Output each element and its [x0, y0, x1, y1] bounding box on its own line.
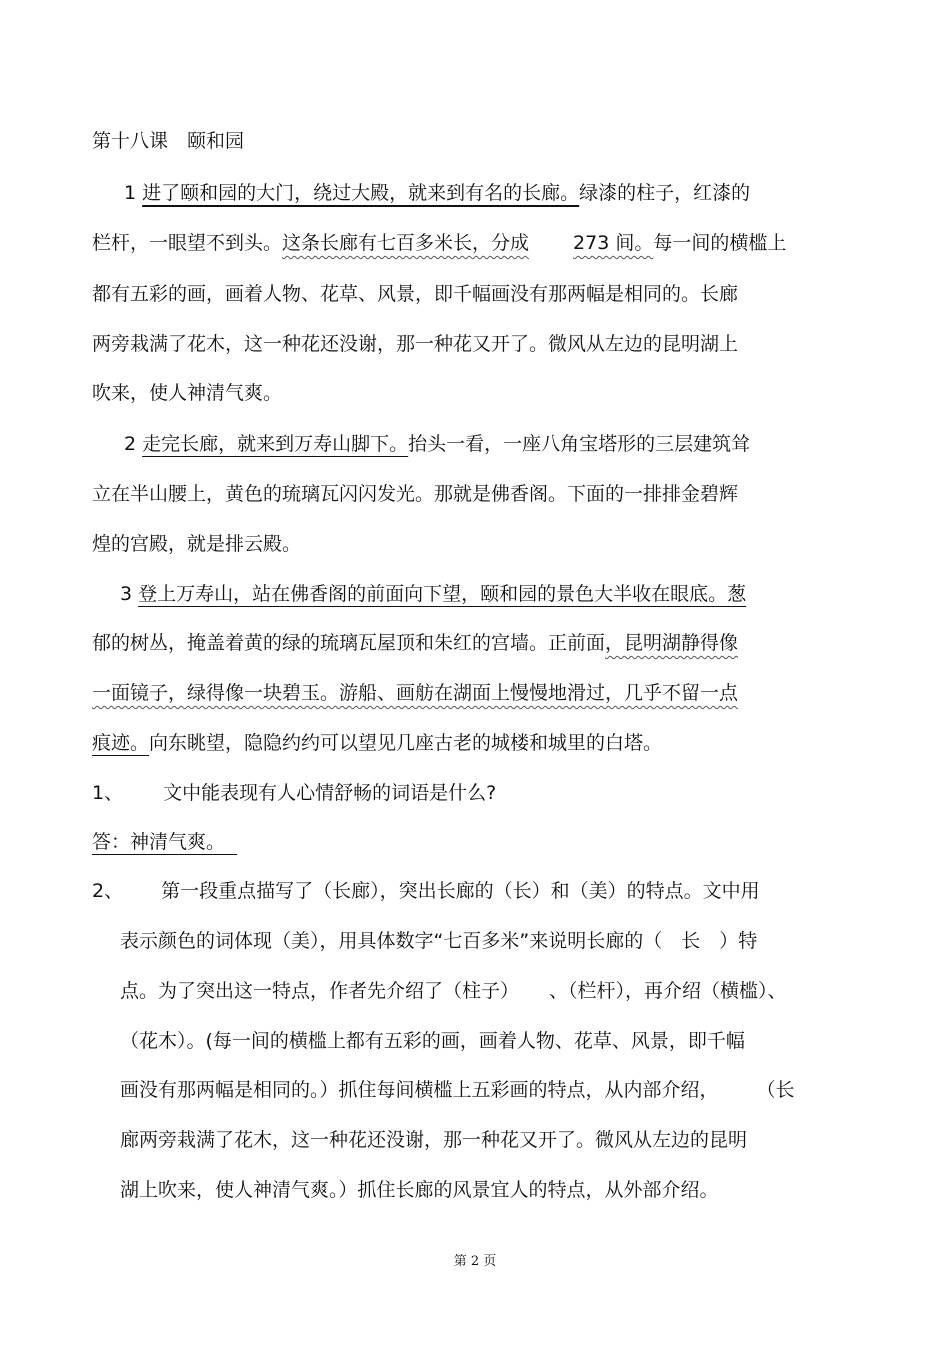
paragraph-number: 3 — [120, 583, 139, 605]
answer-text: 答：神清气爽。 — [92, 831, 226, 853]
passage-p1-line1: 1 进了颐和园的大门，绕过大殿，就来到有名的长廊。绿漆的柱子，红漆的 — [124, 182, 751, 204]
passage-p2-line1: 2 走完长廊，就来到万寿山脚下。抬头一看，一座八角宝塔形的三层建筑耸 — [124, 433, 751, 455]
passage-p1-line2: 栏杆，一眼望不到头。这条长廊有七百多米长，分成 273 间。每一间的横槛上 — [92, 232, 787, 254]
wavy-underlined-sentence: 这条长廊有七百多米长，分成 — [282, 232, 530, 254]
passage-p3-line3 — [92, 680, 738, 706]
wavy-underlined-sentence: ，昆明湖静得像 — [605, 632, 739, 654]
passage-p2-line2: 立在半山腰上，黄色的琉璃瓦闪闪发光。那就是佛香阁。下面的一排排金碧辉 — [92, 483, 739, 505]
passage-p3-line2: 郁的树丛，掩盖着黄的绿的琉璃瓦屋顶和朱红的宫墙。正前面，昆明湖静得像 — [92, 632, 739, 654]
question-2-line4: （花木）。(每一间的横槛上都有五彩的画，画着人物、花草、风景，即千幅 — [120, 1030, 745, 1052]
question-1 — [92, 780, 496, 806]
passage-p1-line4: 两旁栽满了花木，这一种花还没谢，那一种花又开了。微风从左边的昆明湖上 — [92, 333, 739, 355]
underlined-sentence: 走完长廊，就来到万寿山脚下。 — [142, 433, 409, 455]
passage-p3-line1 — [120, 581, 746, 607]
underlined-sentence: 登上万寿山，站在佛香阁的前面向下望，颐和园的景色大半收在眼底。葱 — [138, 583, 747, 605]
question-2-line7: 湖上吹来，使人神清气爽。）抓住长廊的风景宜人的特点，从外部介绍。 — [120, 1179, 719, 1201]
passage-p3-line4: 痕迹。向东眺望，隐隐约约可以望见几座古老的城楼和城里的白塔。 — [92, 732, 663, 754]
question-2-line6: 廊两旁栽满了花木，这一种花还没谢，那一种花又开了。微风从左边的昆明 — [120, 1129, 748, 1151]
question-text: 文中能表现有人心情舒畅的词语是什么? — [163, 782, 497, 804]
question-2-line3: 点。为了突出这一特点，作者先介绍了（柱子） 、（栏杆），再介绍（横槛）、 — [120, 980, 787, 1002]
answer-1 — [92, 829, 237, 855]
question-number: 1、 — [92, 782, 124, 804]
paragraph-number: 2 — [124, 433, 143, 455]
question-2-line2: 表示颜色的词体现（美），用具体数字“七百多米”来说明长廊的（ 长 ）特 — [120, 930, 758, 952]
passage-p1-line5: 吹来，使人神清气爽。 — [92, 382, 283, 404]
passage-p1-line3: 都有五彩的画，画着人物、花草、风景，即千幅画没有那两幅是相同的。长廊 — [92, 283, 739, 305]
paragraph-number: 1 — [124, 182, 143, 204]
page-number: 第 2 页 — [453, 1254, 497, 1269]
passage-p2-line3: 煌的宫殿，就是排云殿。 — [92, 533, 302, 555]
underlined-sentence: 痕迹。 — [92, 732, 150, 754]
page-title: 第十八课 颐和园 — [92, 130, 245, 152]
question-number: 2、 — [92, 880, 124, 902]
question-2-line5: 画没有那两幅是相同的。）抓住每间横槛上五彩画的特点，从内部介绍， （长 — [120, 1079, 795, 1101]
wavy-underlined-sentence: 一面镜子，绿得像一块碧玉。游船、画舫在湖面上慢慢地滑过，几乎不留一点 — [92, 682, 739, 704]
underlined-sentence: 进了颐和园的大门，绕过大殿，就来到有名的长廊。 — [142, 182, 580, 204]
question-2-line1: 2、 第一段重点描写了（长廊），突出长廊的（长）和（美）的特点。文中用 — [92, 880, 760, 902]
